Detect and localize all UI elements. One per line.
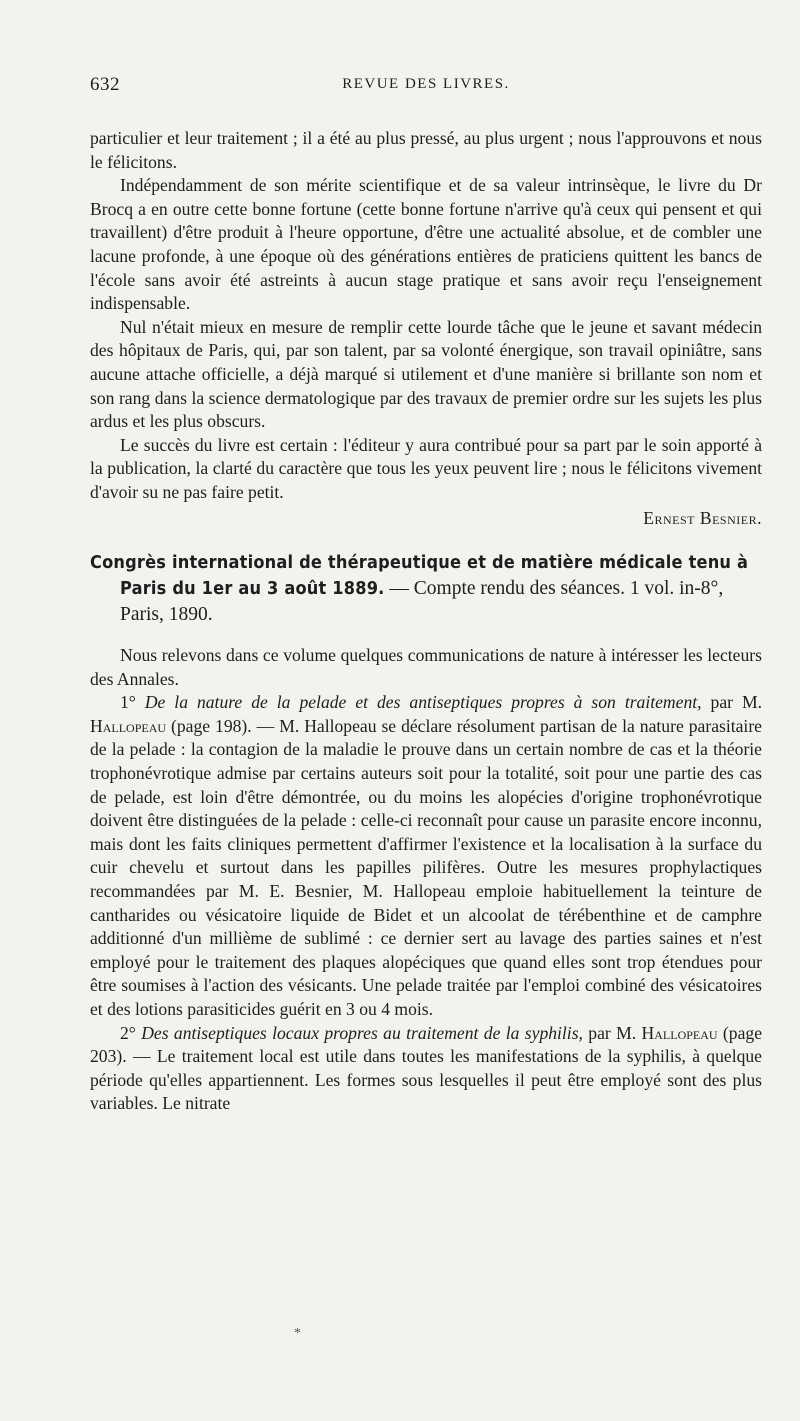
- item-1-author: Hallopeau: [90, 715, 167, 736]
- review1-paragraph-2: Indépendamment de son mérite scientifique et de sa valeur intrinsèque, le livre du Dr Brocq a en outre cette bonne fortune (cette bonne fortune n'arrive qu'à ceux qui pensent et qui travaillent) d'être produit à l'heure opportune, d'être une actualité absolue, et de combler une lacune profonde, à une époque où des générations entières de praticiens quittent les bancs de l'école sans avoir été astreints à aucun stage pratique et sans avoir reçu l'enseignement indispensable.: [90, 175, 762, 314]
- review1-signature: Ernest Besnier.: [643, 507, 762, 528]
- item-1-number: 1°: [120, 692, 145, 713]
- item-2-body: (page 203). — Le traitement local est utile dans toutes les manifestations de la syphilis, à quelque période qu'elles appartiennent. Les formes sous lesquelles il peut être employé sont des plus variables. Le nitrate: [90, 1022, 763, 1114]
- review1-paragraph-3: Nul n'était mieux en mesure de remplir cette lourde tâche que le jeune et savant médecin des hôpitaux de Paris, qui, par son talent, par sa volonté énergique, son travail opiniâtre, sans aucune attache officielle, a déjà marqué si utilement et d'une manière si brillante son nom et son rang dans la science dermatologique par des travaux de premier ordre sur les sujets les plus ardus et les plus obscurs.: [90, 316, 762, 432]
- item-1-body: (page 198). — M. Hallopeau se déclare résolument partisan de la nature parasitaire de la pelade : la contagion de la maladie le prouve dans un certain nombre de cas et la théorie trophonévrotique admise par certains auteurs soit pour la totalité, soit pour une partie des cas de pelade, est loin d'être démontrée, ou du moins les alopécies d'origine trophonévrotique doivent être distinguées de la pelade : celle-ci reconnaît pour cause un parasite encore inconnu, mais dont les faits cliniques permettent d'affirmer l'existence et la localisation à la surface du cuir chevelu et surtout dans les papilles pilifères. Outre les mesures prophylactiques recommandées par M. E. Besnier, M. Hallopeau emploie habituellement la teinture de cantharides ou vésicatoire liquide de Bidet et un alcoolat de térébenthine et de camphre additionné d'un millième de sublimé : ce dernier sert au lavage des parties saines et n'est employé pour le traitement des plaques alopéciques que quand elles sont trop étendues pour être soumises à l'action des vésicants. Une pelade traitée par l'emploi combiné des vésicatoires et des lotions parasiticides guérit en 3 ou 4 mois.: [90, 715, 762, 1019]
- item-2-author: Hallopeau: [641, 1022, 718, 1043]
- review2-heading-title: Congrès international de thérapeutique et de matière médicale tenu à Paris du 1er au 3 août 1889.: [90, 552, 749, 600]
- section-spacer: [90, 628, 762, 644]
- page-number: 632: [90, 74, 120, 95]
- review2-heading-citation: — Compte rendu des séances. 1 vol. in-8°, Paris, 1890.: [120, 578, 724, 626]
- review2-item-1: [90, 691, 762, 1021]
- review1-paragraph-4: Le succès du livre est certain : l'éditeur y aura contribué pour sa part par le soin apporté à la publication, la clarté du caractère que tous les yeux peuvent lire ; nous le félicitons vivement d'avoir su ne pas faire petit.: [90, 434, 762, 502]
- review2-heading: [90, 550, 762, 628]
- item-1-title: De la nature de la pelade et des antiseptiques propres à son traitement,: [144, 692, 702, 713]
- footer-mark: *: [294, 1326, 301, 1341]
- review1-paragraph-1: particulier et leur traitement ; il a été au plus pressé, au plus urgent ; nous l'approuvons et nous le félicitons.: [90, 128, 762, 172]
- review2-item-2: [90, 1022, 762, 1116]
- running-head: [90, 74, 762, 98]
- item-2-number: 2°: [120, 1022, 142, 1043]
- page-body: [90, 127, 762, 1116]
- item-2-title: Des antiseptiques locaux propres au traitement de la syphilis,: [141, 1022, 583, 1043]
- item-1-author-prefix: par M.: [701, 692, 762, 713]
- running-title: REVUE DES LIVRES.: [342, 76, 510, 92]
- item-2-author-prefix: par M.: [582, 1022, 642, 1043]
- review2-intro: Nous relevons dans ce volume quelques communications de nature à intéresser les lecteurs des Annales.: [90, 645, 762, 689]
